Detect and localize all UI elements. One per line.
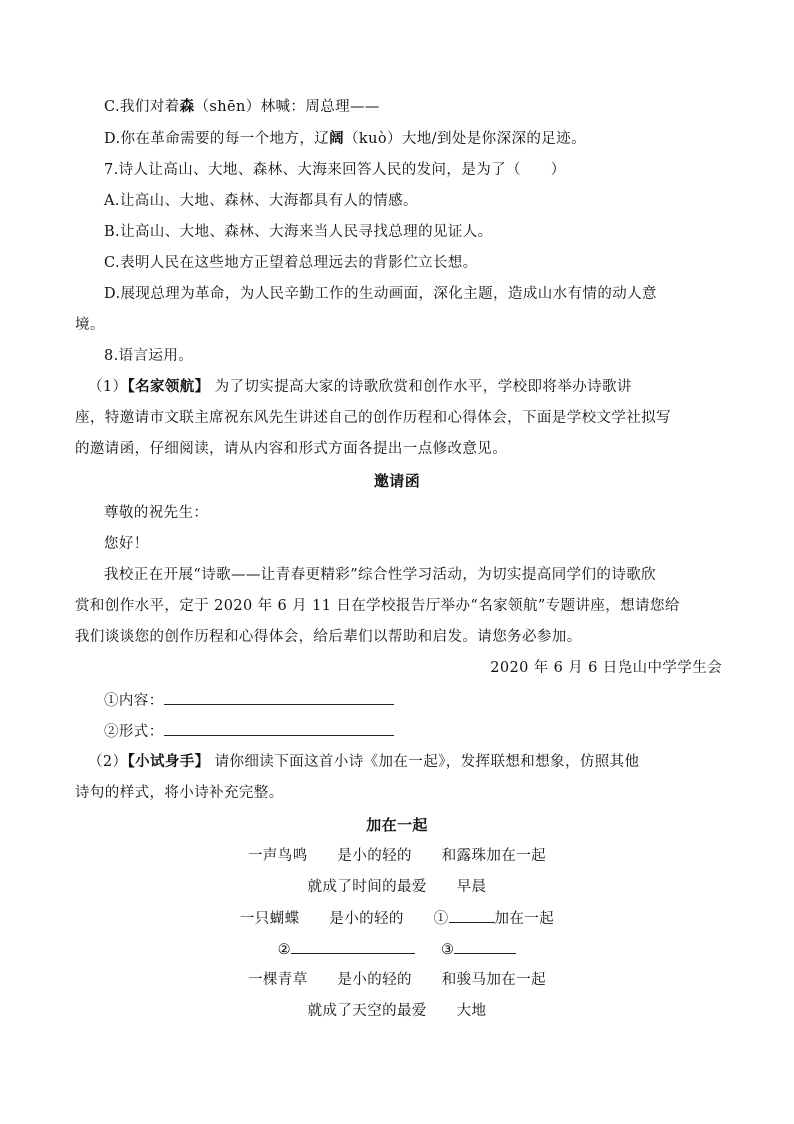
q6-option-d [104, 129, 586, 149]
letter-title: 邀请函 [373, 472, 421, 490]
poem-line6: 就成了天空的最爱 大地 [307, 1003, 487, 1019]
q6-option-c-pre: C.我们对着 [104, 99, 180, 115]
poem-marker-3: ③ [441, 942, 455, 958]
q8-part2-line1 [88, 752, 639, 772]
q6-option-d-emphasis: 阔 [329, 130, 345, 147]
q8-stem: 8.语言运用。 [104, 348, 194, 364]
q8-part1-line2: 座，特邀请市文联主席祝东风先生讲述自己的创作历程和心得体会，下面是学校文学社拟写 [75, 410, 671, 426]
q8-part2-line2: 诗句的样式，将小诗补充完整。 [75, 785, 284, 801]
q8-part2-number: （2） [88, 754, 128, 770]
q8-part2-text1: 请你细读下面这首小诗《加在一起》，发挥联想和想象，仿照其他 [214, 754, 640, 770]
q8-part1-line3: 的邀请函，仔细阅读，请从内容和形式方面各提出一点修改意见。 [75, 441, 508, 457]
poem-line4 [0, 939, 794, 960]
answer-content-label: ①内容： [104, 693, 164, 709]
answer-form-row [104, 721, 394, 742]
q6-option-d-pre: D.你在革命需要的每一个地方，辽 [104, 131, 330, 147]
poem-line3 [0, 908, 794, 929]
letter-signature: 2020 年 6 月 6 日凫山中学学生会 [490, 660, 722, 676]
q8-part1-line1 [88, 377, 632, 397]
letter-body-line3: 我们谈谈您的创作历程和心得体会，给后辈们以帮助和启发。请您务必参加。 [75, 629, 582, 645]
answer-form-label: ②形式： [104, 724, 164, 740]
q6-option-c-emphasis: 森 [179, 98, 195, 115]
q7-option-c: C.表明人民在这些地方正望着总理远去的背影伫立长想。 [104, 255, 478, 271]
poem-line3-post: 加在一起 [494, 911, 555, 927]
q6-option-c-post: （shēn）林喊：周总理—— [194, 99, 380, 115]
poem-blank-3[interactable] [454, 939, 516, 954]
poem-blank-1[interactable] [449, 908, 495, 923]
answer-form-blank[interactable] [164, 721, 394, 736]
poem-line2: 就成了时间的最爱 早晨 [307, 879, 487, 895]
answer-content-blank[interactable] [164, 690, 394, 705]
poem-line3-pre: 一只蝴蝶 是小的轻的 ① [239, 911, 449, 927]
letter-body-line1: 我校正在开展“诗歌——让青春更精彩”综合性学习活动，为切实提高同学们的诗歌欣 [104, 567, 657, 583]
q8-part1-text1: 为了切实提高大家的诗歌欣赏和创作水平，学校即将举办诗歌讲 [214, 379, 632, 395]
q7-option-d-line2: 境。 [75, 317, 105, 333]
q8-part1-number: （1） [88, 379, 128, 395]
q7-option-b: B.让高山、大地、森林、大海来当人民寻找总理的见证人。 [104, 224, 493, 240]
poem-marker-2: ② [277, 942, 291, 958]
letter-body-line2: 赏和创作水平，定于 2020 年 6 月 11 日在学校报告厅举办“名家领航”专题讲座，想请您给 [75, 598, 680, 614]
q8-part1-tag: 【名家领航】 [127, 378, 210, 395]
poem-title: 加在一起 [366, 816, 428, 834]
letter-salutation: 尊敬的祝先生： [104, 505, 209, 521]
poem-line5: 一棵青草 是小的轻的 和骏马加在一起 [248, 972, 546, 988]
answer-content-row [104, 690, 394, 711]
q6-option-d-post: （kuò）大地/到处是你深深的足迹。 [344, 131, 586, 147]
q8-part2-tag: 【小试身手】 [127, 753, 210, 770]
q7-option-d-line1: D.展现总理为革命，为人民辛勤工作的生动画面，深化主题，造成山水有情的动人意 [104, 286, 657, 302]
q7-option-a: A.让高山、大地、森林、大海都具有人的情感。 [104, 193, 418, 209]
poem-line1: 一声鸟鸣 是小的轻的 和露珠加在一起 [248, 848, 546, 864]
q7-stem: 7.诗人让高山、大地、森林、大海来回答人民的发问，是为了（ ） [104, 162, 566, 178]
q6-option-c [104, 97, 380, 117]
poem-blank-2[interactable] [291, 939, 415, 954]
letter-greeting: 您好！ [104, 536, 149, 552]
